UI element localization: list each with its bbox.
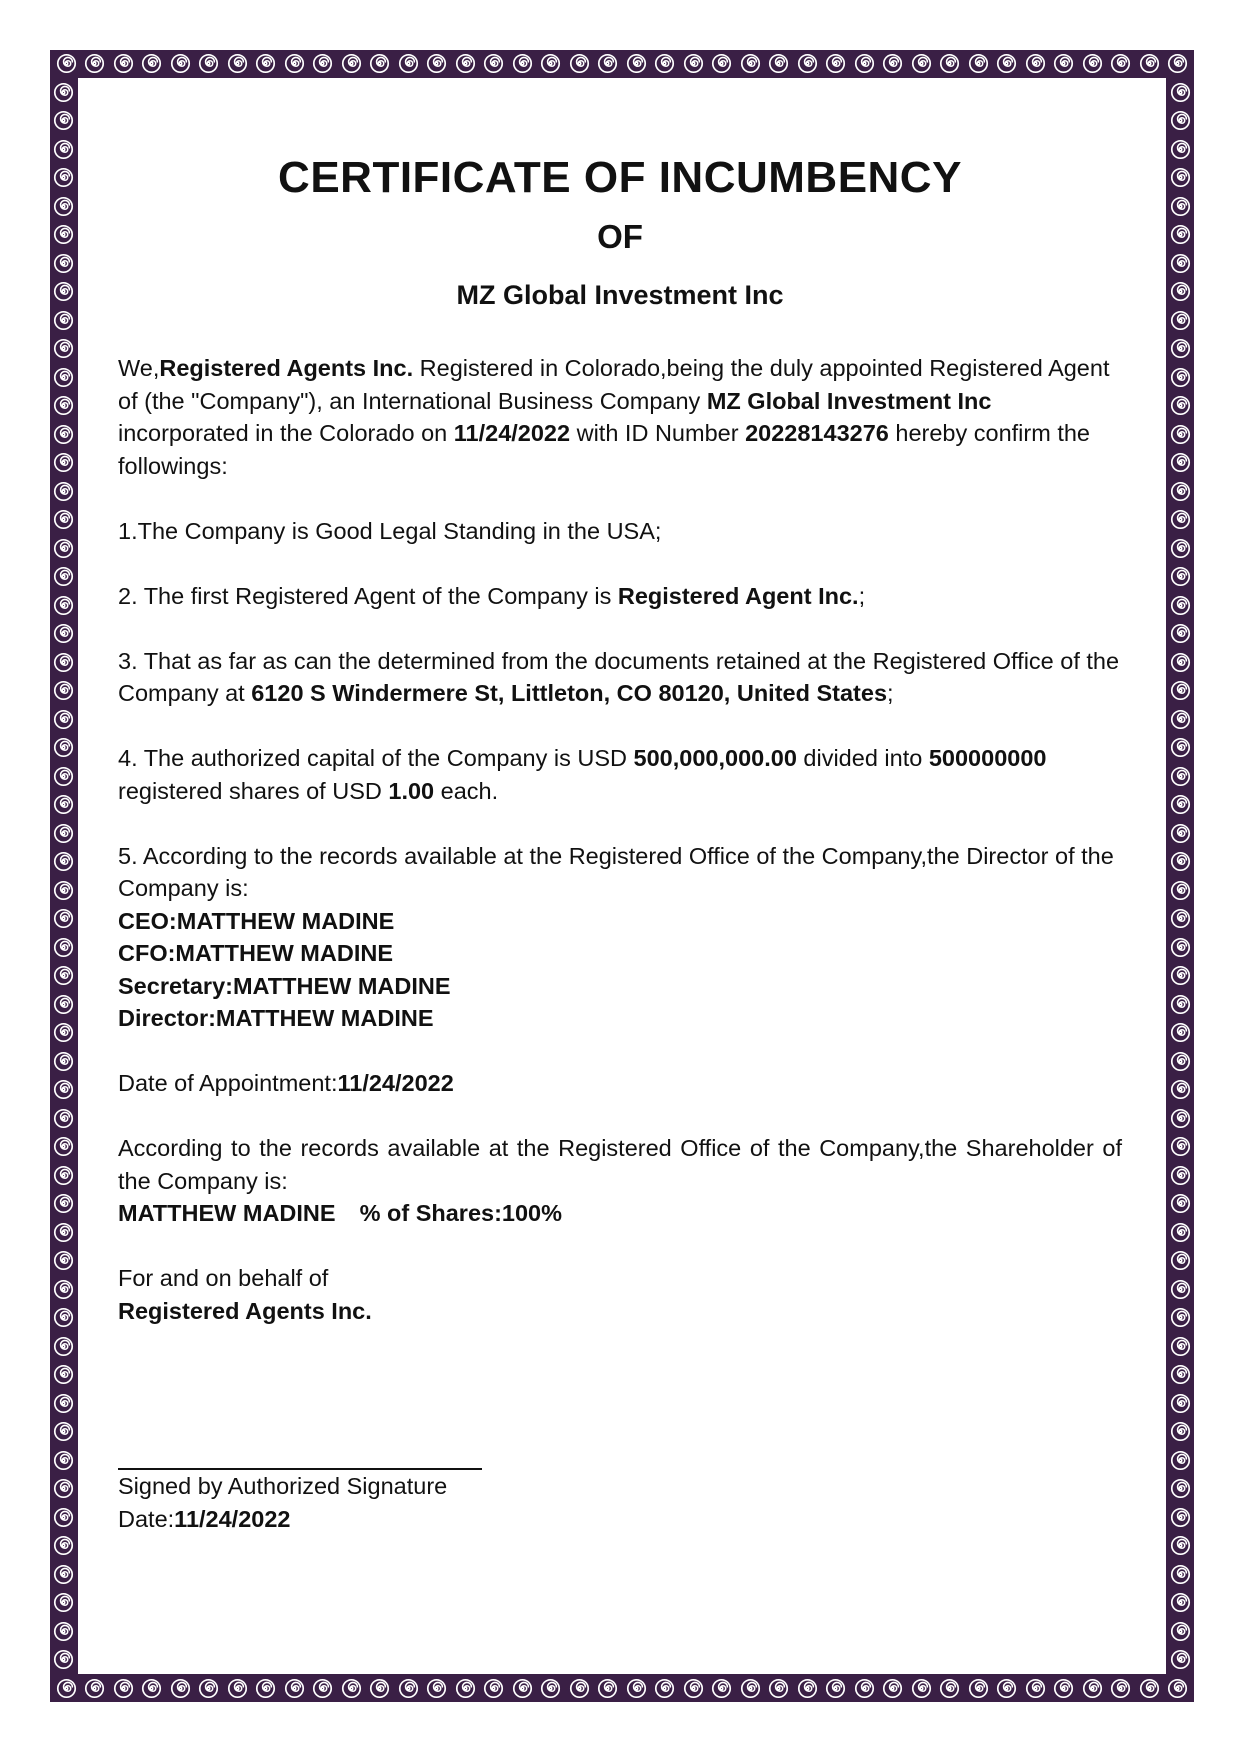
item-4 — [118, 742, 1122, 807]
company-name-heading: MZ Global Investment Inc — [456, 280, 784, 310]
signature-date-line — [118, 1503, 1122, 1536]
behalf-agent: Registered Agents Inc. — [118, 1297, 372, 1324]
item-5: 5. According to the records available at the Registered Office of the Company,the Director of the Company is: — [118, 842, 1114, 901]
item-3-text: 3. That as far as can the determined from the documents retained at the Registered Office of the Company at — [118, 647, 1120, 706]
appointment-date-line — [118, 1067, 1122, 1100]
title-of: OF — [597, 218, 643, 255]
officer-cfo: CFO:MATTHEW MADINE — [118, 940, 393, 966]
intro-text-2: incorporated in the Colorado on — [118, 420, 454, 446]
incorporation-date: 11/24/2022 — [453, 420, 571, 446]
shareholder-name: MATTHEW MADINE — [118, 1200, 336, 1226]
certificate-body — [118, 352, 1122, 1535]
officer-director: Director:MATTHEW MADINE — [118, 1005, 434, 1031]
share-count: 500000000 — [928, 745, 1047, 771]
certificate-content — [118, 150, 1122, 1535]
shareholder-paragraph: According to the records available at the Registered Office of the Company,the Shareholder of the Company is: — [118, 1135, 1122, 1194]
id-number: 20228143276 — [745, 420, 889, 446]
intro-company-name: MZ Global Investment Inc — [706, 387, 992, 414]
item-3-end: ; — [887, 680, 894, 706]
par-value: 1.00 — [388, 777, 435, 804]
appointment-label: Date of Appointment: — [118, 1070, 338, 1096]
item-4-text-1: 4. The authorized capital of the Company is USD — [118, 745, 634, 771]
authorized-capital: 500,000,000.00 — [633, 745, 797, 771]
officer-list — [118, 905, 1122, 1035]
intro-paragraph — [118, 352, 1122, 482]
shareholder-line — [118, 1197, 1122, 1230]
item-4-text-2: divided into — [796, 745, 929, 771]
signature-label: Signed by Authorized Signature — [118, 1473, 448, 1499]
officer-ceo: CEO:MATTHEW MADINE — [118, 907, 395, 934]
intro-agent-name: Registered Agents Inc. — [159, 355, 414, 381]
intro-text-4: hereby confirm the followings: — [118, 420, 1090, 479]
item-1: 1.The Company is Good Legal Standing in the USA; — [118, 517, 662, 544]
officer-secretary: Secretary:MATTHEW MADINE — [118, 972, 451, 999]
item-2-end: ; — [858, 582, 866, 609]
item-4-text-3: registered shares of USD — [118, 777, 389, 804]
behalf-text: For and on behalf of — [118, 1265, 329, 1291]
certificate-title: CERTIFICATE OF INCUMBENCY — [278, 153, 962, 202]
registered-office-address: 6120 S Windermere St, Littleton, CO 80120, United States — [251, 680, 888, 706]
shareholder-percentage: % of Shares:100% — [359, 1200, 563, 1226]
intro-we: We, — [118, 355, 160, 381]
signature-date: 11/24/2022 — [174, 1505, 291, 1532]
item-2-text: 2. The first Registered Agent of the Company is — [118, 582, 618, 609]
item-4-text-4: each. — [434, 777, 499, 804]
intro-text-1: Registered in Colorado,being the duly appointed Registered Agent of (the "Company"), an International Business Company — [118, 355, 1110, 414]
signature-date-label: Date: — [118, 1505, 175, 1532]
item-3 — [118, 645, 1122, 710]
intro-text-3: with ID Number — [570, 420, 746, 446]
item-2 — [118, 580, 1122, 613]
appointment-date: 11/24/2022 — [337, 1070, 454, 1096]
item-2-agent: Registered Agent Inc. — [617, 582, 859, 609]
